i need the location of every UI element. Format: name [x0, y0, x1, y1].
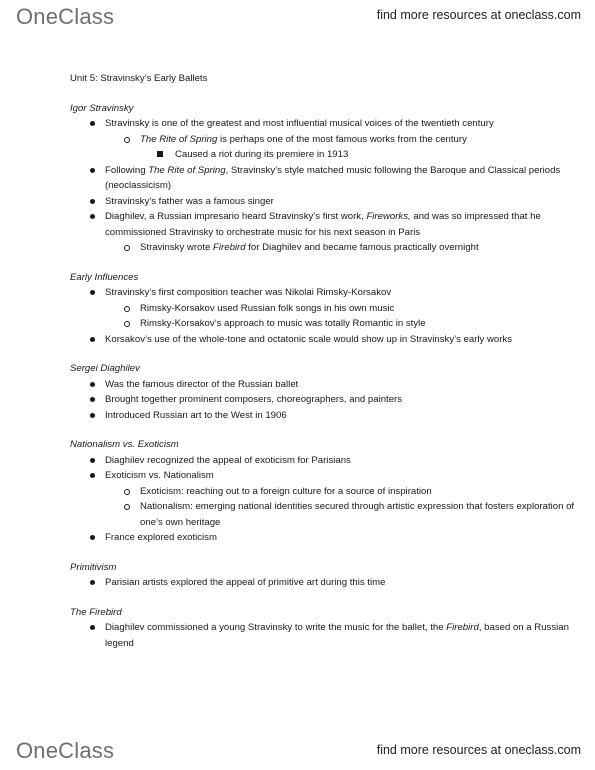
- list-item: Introduced Russian art to the West in 1906: [70, 408, 580, 424]
- section-the-firebird: [70, 605, 580, 652]
- bullet-disc-icon: [90, 377, 95, 393]
- list-item: The Rite of Spring is perhaps one of the most famous works from the century: [70, 132, 580, 148]
- bullet-disc-icon: [90, 468, 95, 484]
- bullet-circle-icon: [124, 499, 130, 516]
- document-title: Unit 5: Stravinsky’s Early Ballets: [70, 73, 208, 84]
- list-item: France explored exoticism: [70, 530, 580, 546]
- list-item: Rimsky-Korsakov’s approach to music was totally Romantic in style: [70, 316, 580, 332]
- bullet-disc-icon: [90, 209, 95, 225]
- list-item: Following The Rite of Spring, Stravinsky’s style matched music following the Baroque and Classical periods (neoclassicism): [70, 163, 580, 194]
- bullet-square-icon: [157, 147, 163, 163]
- list-item: Rimsky-Korsakov used Russian folk songs in his own music: [70, 301, 580, 317]
- bullet-circle-icon: [124, 132, 130, 149]
- list-item: Korsakov’s use of the whole-tone and octatonic scale would show up in Stravinsky’s early works: [70, 332, 580, 348]
- list-item: Diaghilev commissioned a young Stravinsky to write the music for the ballet, the Firebird, based on a Russian legend: [70, 620, 580, 651]
- list-item: Stravinsky’s father was a famous singer: [70, 194, 580, 210]
- bullet-disc-icon: [90, 332, 95, 348]
- list-item: Exoticism vs. Nationalism: [70, 468, 580, 484]
- bullet-circle-icon: [124, 301, 130, 318]
- bullet-circle-icon: [124, 240, 130, 257]
- list-item: Stravinsky is one of the greatest and most influential musical voices of the twentieth century: [70, 116, 580, 132]
- document-body: [70, 71, 580, 665]
- bullet-circle-icon: [124, 316, 130, 333]
- list-item: Diaghilev, a Russian impresario heard Stravinsky’s first work, Fireworks, and was so impressed that he commissioned Stravinsky to orchestrate music for his next season in Paris: [70, 209, 580, 240]
- bullet-circle-icon: [124, 484, 130, 501]
- bullet-disc-icon: [90, 194, 95, 210]
- section-heading: Nationalism vs. Exoticism: [70, 439, 179, 450]
- bullet-disc-icon: [90, 116, 95, 132]
- oneclass-logo-footer: OneClass: [16, 738, 115, 763]
- list-item: Caused a riot during its premiere in 1913: [70, 147, 580, 163]
- list-item: Diaghilev recognized the appeal of exoticism for Parisians: [70, 453, 580, 469]
- list-item: Was the famous director of the Russian ballet: [70, 377, 580, 393]
- section-primitivism: [70, 560, 580, 591]
- bullet-disc-icon: [90, 163, 95, 179]
- list-item: Parisian artists explored the appeal of primitive art during this time: [70, 575, 580, 591]
- oneclass-logo: OneClass: [16, 4, 115, 29]
- find-more-resources-link[interactable]: find more resources at oneclass.com: [376, 8, 581, 22]
- find-more-resources-link-footer[interactable]: find more resources at oneclass.com: [376, 743, 581, 757]
- list-item: Stravinsky wrote Firebird for Diaghilev and became famous practically overnight: [70, 240, 580, 256]
- bullet-disc-icon: [90, 530, 95, 546]
- bullet-disc-icon: [90, 408, 95, 424]
- section-early-influences: [70, 270, 580, 348]
- list-item: Stravinsky’s first composition teacher was Nikolai Rimsky-Korsakov: [70, 285, 580, 301]
- section-nationalism-vs-exoticism: [70, 437, 580, 546]
- section-heading: Igor Stravinsky: [70, 102, 134, 114]
- section-heading: Primitivism: [70, 561, 117, 573]
- bullet-disc-icon: [90, 285, 95, 301]
- list-item: Brought together prominent composers, choreographers, and painters: [70, 392, 580, 408]
- bullet-disc-icon: [90, 453, 95, 469]
- section-sergei-diaghilev: [70, 361, 580, 423]
- bullet-disc-icon: [90, 620, 95, 636]
- bullet-disc-icon: [90, 392, 95, 408]
- list-item: Nationalism: emerging national identities secured through artistic expression that fosters exploration of one’s own heritage: [70, 499, 580, 530]
- list-item: Exoticism: reaching out to a foreign culture for a source of inspiration: [70, 484, 580, 500]
- bullet-disc-icon: [90, 575, 95, 591]
- section-igor-stravinsky: [70, 101, 580, 256]
- section-heading: The Firebird: [70, 606, 122, 618]
- section-heading: Early Influences: [70, 271, 139, 283]
- section-heading: Sergei Diaghilev: [70, 363, 140, 374]
